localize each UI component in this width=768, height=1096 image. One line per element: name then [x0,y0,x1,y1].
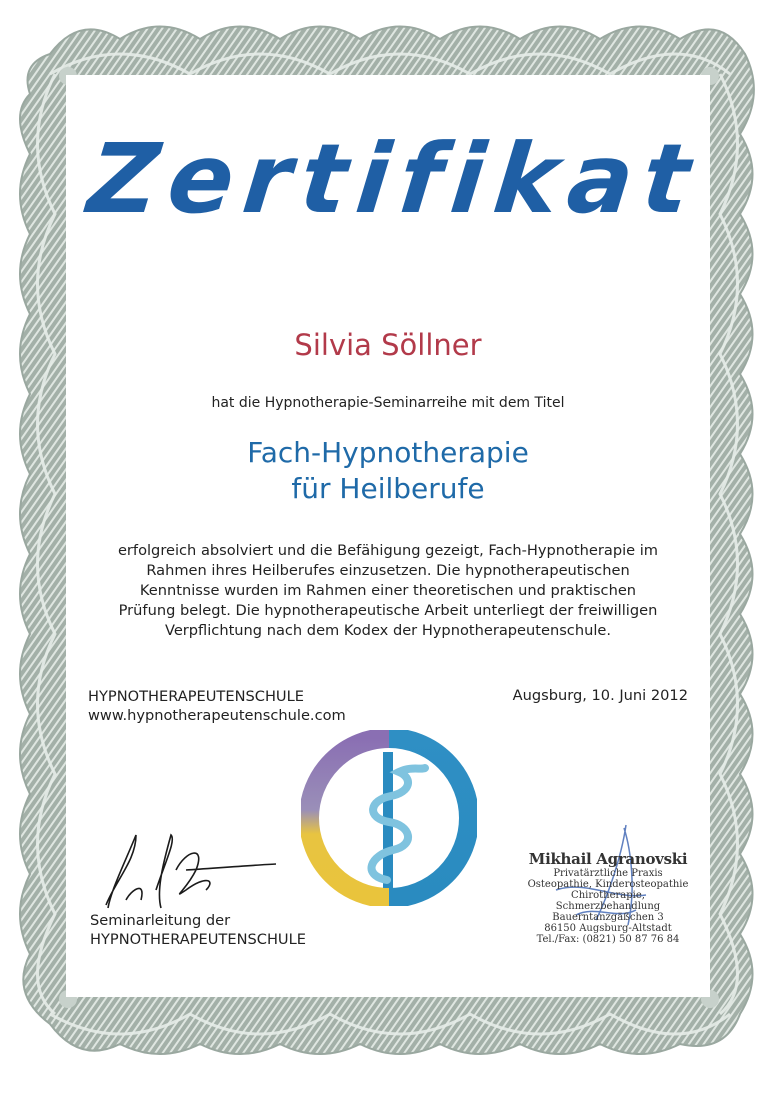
certificate-title: Zertifikat [83,123,705,235]
certificate-paper [66,75,710,997]
body-line: Prüfung belegt. Die hypnotherapeutische Arbeit unterliegt der freiwilligen [118,602,658,619]
aesculapian-staff-ring-icon [301,730,477,906]
course-title-line-2: für Heilberufe [291,472,485,505]
signature-organization: HYPNOTHERAPEUTENSCHULE [90,931,306,948]
recipient-name: Silvia Söllner [294,328,482,362]
course-title-line-1: Fach-Hypnotherapie [247,436,529,469]
course-title [66,435,710,507]
signature-role: Seminarleitung der [90,912,231,929]
stamp-line: Privatärztliche Praxis [553,868,663,879]
body-line: Rahmen ihres Heilberufes einzusetzen. Die hypnotherapeutischen [146,562,630,579]
doctor-stamp [518,850,698,945]
body-line: Kenntnisse wurden im Rahmen einer theoretischen und praktischen [139,582,637,599]
school-info [88,687,346,725]
signature-left [86,830,286,910]
stamp-line: Bauerntanzgäßchen 3 [552,912,664,923]
place-date: Augsburg, 10. Juni 2012 [512,687,688,704]
stamp-name: Mikhail Agranovski [528,850,688,868]
body-line: erfolgreich absolviert und die Befähigung gezeigt, Fach-Hypnotherapie im [117,542,659,559]
school-name: HYPNOTHERAPEUTENSCHULE [88,688,304,705]
certificate-body-text [88,541,688,641]
stamp-line: Osteopathie, Kinderosteopathie [527,879,689,890]
stamp-line: Tel./Fax: (0821) 50 87 76 84 [536,934,680,945]
intro-text: hat die Hypnotherapie-Seminarreihe mit dem Titel [211,395,565,411]
stamp-line: Chirotherapie, Schmerzbehandlung [555,890,661,912]
school-url: www.hypnotherapeutenschule.com [88,707,346,724]
signature-left-label [90,911,306,949]
body-line: Verpflichtung nach dem Kodex der Hypnotherapeutenschule. [164,622,612,639]
stamp-line: 86150 Augsburg-Altstadt [544,923,672,934]
